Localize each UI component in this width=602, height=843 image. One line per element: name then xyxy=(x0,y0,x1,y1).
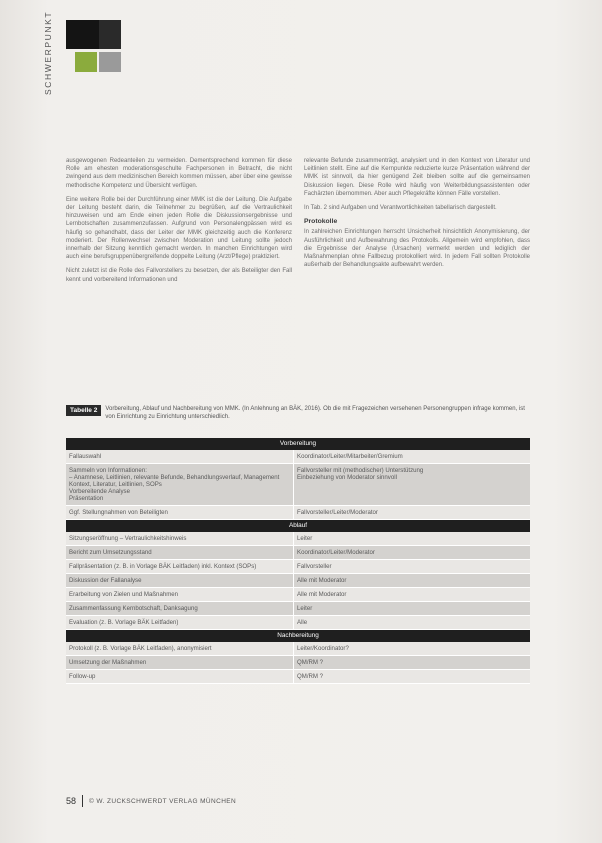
logo-square-dark xyxy=(99,20,121,49)
page-number: 58 xyxy=(66,796,77,806)
table-row xyxy=(66,616,530,630)
table-row xyxy=(66,588,530,602)
table-cell-responsible: QM/RM ? xyxy=(297,673,324,680)
table-row xyxy=(66,656,530,670)
page-footer xyxy=(66,795,236,807)
table-cell-responsible: Alle mit Moderator xyxy=(297,591,347,598)
table-section-header: Nachbereitung xyxy=(66,630,530,642)
table-cell-task: Ggf. Stellungnahmen von Beteiligten xyxy=(66,506,294,519)
logo-square-black xyxy=(66,20,99,49)
table-row xyxy=(66,532,530,546)
table-cell-responsible: Koordinator/Leiter/Moderator xyxy=(297,549,375,556)
paragraph: Eine weitere Rolle bei der Durchführung einer MMK ist die der Leitung. Die Aufgabe der Leitung besteht darin, die Teilnehmer zu begrüßen, auf die Vertraulichkeit hinzuweisen und am Ende einen jeden Rolle die Diskussionsergebnisse und Lernbotschaften zusammenzufassen. Aufgrund von Personalengpässen wird es häufig so gehandhabt, dass der Leiter der MMK gleichzeitig auch die Konferenz moderiert. Der Rollenwechsel zwischen Moderation und Leitung sollte jedoch innerhalb der Sitzung kenntlich gemacht werden. In manchen Einrichtungen wird auch eine berufsgruppenübergreifende doppelte Leitung (Arzt/Pflege) praktiziert. xyxy=(66,196,292,261)
table-cell-task: Bericht zum Umsetzungsstand xyxy=(66,546,294,559)
table-cell-task: Zusammenfassung Kernbotschaft, Danksagung xyxy=(66,602,294,615)
table-row xyxy=(66,546,530,560)
table-row xyxy=(66,574,530,588)
publisher-credit: © W. ZUCKSCHWERDT VERLAG MÜNCHEN xyxy=(89,797,237,805)
table-badge: Tabelle 2 xyxy=(66,405,101,416)
paragraph: In zahlreichen Einrichtungen herrscht Unsicherheit hinsichtlich Anonymisierung, der Ausführlichkeit und Aufbewahrung des Protokolls. Allgemein wird empfohlen, dass die Ergebnisse der Analyse (Ursachen) vermerkt werden und lediglich der Maßnahmenplan ohne Fallbezug protokolliert wird. In jedem Fall sollten Protokolle außerhalb der Behandlungsakte aufbewahrt werden. xyxy=(304,229,530,269)
table-row xyxy=(66,670,530,684)
table-cell-responsible: Fallvorsteller/Leiter/Moderator xyxy=(297,509,378,516)
table-cell-responsible: Leiter xyxy=(297,535,313,542)
table-cell-responsible: Leiter xyxy=(297,605,313,612)
table-cell-responsible: Fallvorsteller xyxy=(297,563,332,570)
section-label: SCHWERPUNKT xyxy=(43,10,53,95)
table-caption-text: Vorbereitung, Ablauf und Nachbereitung von MMK. (In Anlehnung an BÄK, 2016). Ob die mit Fragezeichen versehenen Personengruppen infrage kommen, ist von Einrichtung zu Einrichtung unterschiedlich. xyxy=(105,406,525,420)
table-cell-task: Erarbeitung von Zielen und Maßnahmen xyxy=(66,588,294,601)
table-row xyxy=(66,506,530,520)
logo-square-gray xyxy=(99,52,121,72)
table-cell-task: Fallauswahl xyxy=(66,450,294,463)
body-column-left xyxy=(66,157,292,290)
table-cell-task: Evaluation (z. B. Vorlage BÄK Leitfaden) xyxy=(66,616,294,629)
table-cell-task: Sitzungseröffnung – Vertraulichkeitshinweis xyxy=(66,532,294,545)
table-cell-task: Umsetzung der Maßnahmen xyxy=(66,656,294,669)
table-cell-task: Diskussion der Fallanalyse xyxy=(66,574,294,587)
section-heading: Protokolle xyxy=(304,218,338,226)
table-caption xyxy=(66,405,530,421)
table-section-header: Vorbereitung xyxy=(66,438,530,450)
logo-square-green xyxy=(75,52,97,72)
table-cell-responsible: Leiter/Koordinator? xyxy=(297,645,349,652)
paragraph: ausgewogenen Redeanteilen zu vermeiden. Dementsprechend kommen für diese Rolle am ehesten moderationsgeschulte Fachpersonen in Betracht, die nicht zwingend aus dem medizinischen Bereich kommen müssen, aber über eine gewisse methodische Kompetenz und Übersicht verfügen. xyxy=(66,158,292,189)
table-cell-task: Protokoll (z. B. Vorlage BÄK Leitfaden), anonymisiert xyxy=(66,642,294,655)
body-column-right xyxy=(304,157,530,275)
table-cell-task: Fallpräsentation (z. B. in Vorlage BÄK Leitfaden) inkl. Kontext (SOPs) xyxy=(66,560,294,573)
paragraph: Nicht zuletzt ist die Rolle des Fallvorstellers zu besetzen, der als Beteiligter den Fall kennt und vorbereitend Informationen und xyxy=(66,268,292,283)
table-row xyxy=(66,602,530,616)
table-cell-responsible: Koordinator/Leiter/Mitarbeiter/Gremium xyxy=(297,453,403,460)
table-cell-responsible: Alle xyxy=(297,619,308,626)
paragraph: relevante Befunde zusammenträgt, analysiert und in den Kontext von Literatur und Leitlinien stellt. Eine auf die Kernpunkte reduzierte kurze Präsentation während der MMK ist sinnvoll, da hier genügend Zeit bleiben sollte auf die gemeinsamen Diskussion liegen. Diese Rolle wird häufig von Weiterbildungsassistenten oder Fachärzten übernommen. Aber auch Pflegekräfte können Fälle vorstellen. xyxy=(304,158,530,197)
table-row xyxy=(66,464,530,506)
table-cell-task: Sammeln von Informationen: – Anamnese, Leitlinien, relevante Befunde, Behandlungsverlauf, Management Kontext, Literatur, Leitlinien, SOPs Vorbereitende Analyse Präsentation xyxy=(66,464,294,505)
table-row xyxy=(66,560,530,574)
footer-divider xyxy=(82,795,83,807)
table-cell-responsible: QM/RM ? xyxy=(297,659,324,666)
table-row xyxy=(66,450,530,464)
responsibility-table xyxy=(66,438,530,684)
table-cell-responsible: Alle mit Moderator xyxy=(297,577,347,584)
table-cell-task: Follow-up xyxy=(66,670,294,683)
table-cell-responsible: Fallvorsteller mit (methodischer) Unterstützung Einbeziehung von Moderator sinnvoll xyxy=(297,467,424,481)
paragraph: In Tab. 2 sind Aufgaben und Verantwortlichkeiten tabellarisch dargestellt. xyxy=(304,205,497,212)
table-section-header: Ablauf xyxy=(66,520,530,532)
table-row xyxy=(66,642,530,656)
